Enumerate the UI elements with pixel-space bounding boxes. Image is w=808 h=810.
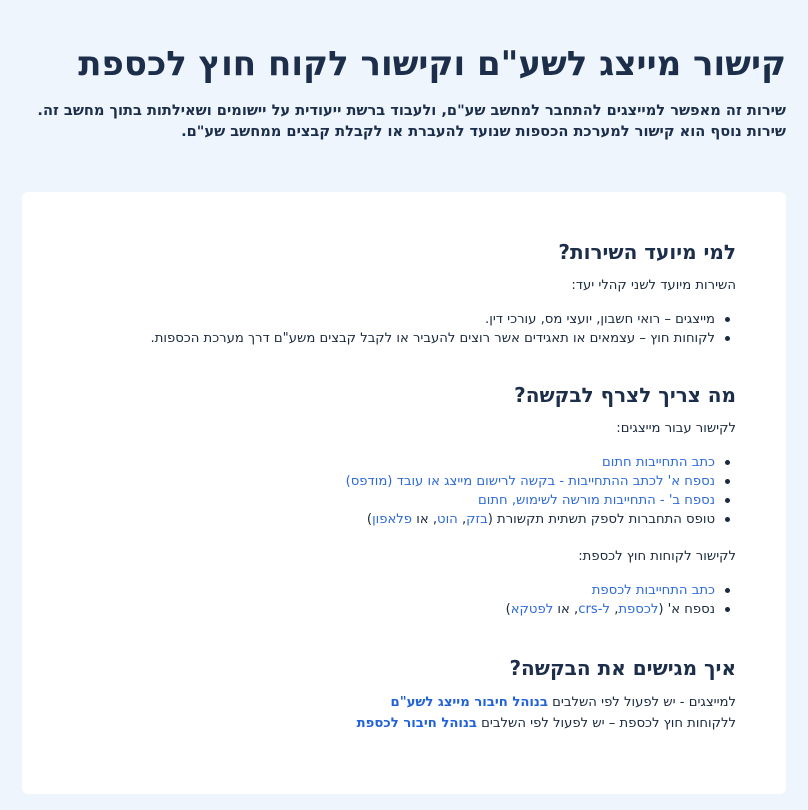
list-item — [42, 581, 715, 600]
who-intro: השירות מיועד לשני קהלי יעד: — [571, 278, 736, 293]
separator: , — [457, 512, 467, 527]
page-intro — [24, 100, 786, 142]
partner-link[interactable]: פלאפון — [372, 512, 413, 527]
section-who — [42, 238, 736, 348]
section-what — [42, 381, 736, 619]
how-heading: איך מגישים את הבקשה? — [509, 656, 736, 680]
client-attachments-list — [42, 581, 736, 619]
list-item — [42, 453, 715, 472]
client-attachments-intro: לקישור לקוחות חוץ לכספת: — [578, 549, 736, 564]
rep-procedure-line — [42, 692, 736, 713]
commitment-letter-link[interactable]: כתב התחייבות חתום — [602, 455, 715, 470]
vault-commitment-link[interactable]: כתב התחייבות לכספת — [591, 583, 715, 598]
crs-appendix-link[interactable]: ל-crs — [578, 602, 610, 617]
client-procedure-line — [42, 713, 736, 734]
list-item: לקוחות חוץ – עצמאים או תאגידים אשר רוצים להעביר או לקבל קבצים משע"ם דרך מערכת הכספות. — [42, 329, 715, 348]
appendix-b-link[interactable]: נספח ב' - התחייבות מורשה לשימוש, חתום — [478, 493, 715, 508]
content-card — [22, 192, 786, 794]
who-heading: למי מיועד השירות? — [558, 240, 736, 264]
client-procedure-link[interactable]: בנוהל חיבור לכספת — [356, 716, 477, 731]
separator: , — [610, 602, 619, 617]
intro-line-2: שירות נוסף הוא קישור למערכת הכספות שנועד להעברת או לקבלת קבצים ממחשב שע"ם. — [181, 123, 786, 140]
appendix-prefix: נספח א' ( — [658, 602, 715, 617]
form-prefix: טופס התחברות לספק תשתית תקשורת ( — [487, 512, 715, 527]
how-lines — [42, 692, 736, 734]
rep-attachments-list — [42, 453, 736, 529]
vault-appendix-link[interactable]: לכספת — [618, 602, 659, 617]
list-item — [42, 472, 715, 491]
form-suffix: ) — [366, 512, 373, 527]
client-procedure-prefix: ללקוחות חוץ לכספת – יש לפעול לפי השלבים — [476, 716, 736, 731]
who-list — [42, 310, 736, 348]
separator: , או — [553, 602, 579, 617]
intro-line-1: שירות זה מאפשר למייצגים להתחבר למחשב שע"ם, ולעבוד ברשת ייעודית על יישומים ושאילתות בתוך מחשב זה. — [37, 102, 786, 119]
appendix-suffix: ) — [505, 602, 511, 617]
what-heading: מה צריך לצרף לבקשה? — [514, 383, 736, 407]
hot-link[interactable]: הוט — [437, 512, 458, 527]
section-how — [42, 654, 736, 734]
list-item — [42, 491, 715, 510]
rep-procedure-prefix: למייצגים - יש לפעול לפי השלבים — [547, 695, 736, 710]
list-item: מייצגים – רואי חשבון, יועצי מס, עורכי דין. — [42, 310, 715, 329]
rep-procedure-link[interactable]: בנוהל חיבור מייצג לשע"ם — [390, 695, 548, 710]
separator: , או — [412, 512, 438, 527]
content-card-inner — [42, 238, 736, 734]
list-item — [42, 510, 715, 529]
appendix-a-link[interactable]: נספח א' לכתב ההתחייבות - בקשה לרישום מייצג או עובד (מודפס) — [345, 474, 715, 489]
page-title: קישור מייצג לשע"ם וקישור לקוח חוץ לכספת — [78, 44, 786, 84]
fatca-appendix-link[interactable]: לפטקא — [510, 602, 554, 617]
list-item — [42, 600, 715, 619]
rep-attachments-intro: לקישור עבור מייצגים: — [616, 421, 736, 436]
bezeq-link[interactable]: בזק — [466, 512, 488, 527]
